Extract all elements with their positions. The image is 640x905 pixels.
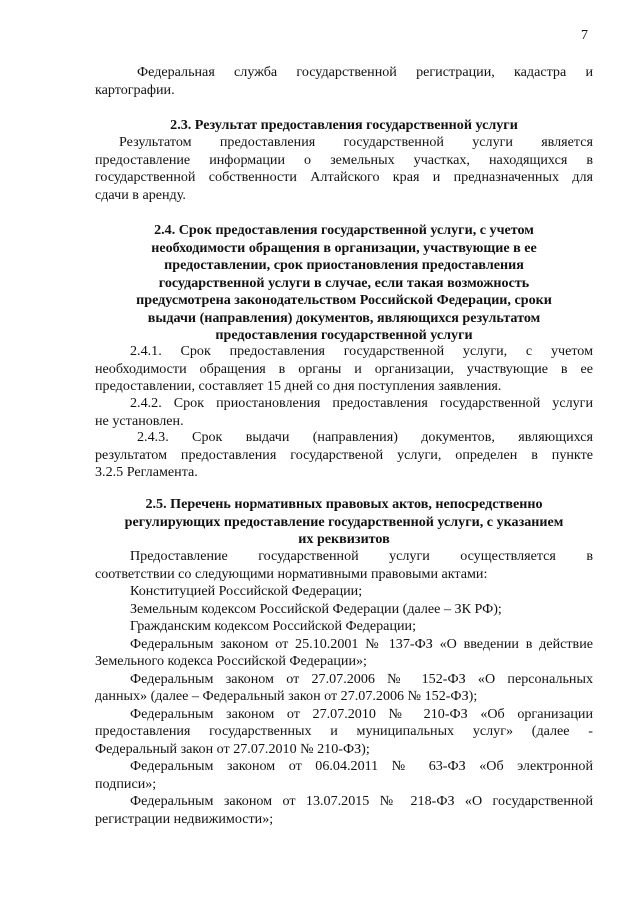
text-line: необходимости обращения в органы и организации, участвующие в ее bbox=[95, 360, 593, 377]
text-line: предоставлении, составляет 15 дней со дня поступления заявления. bbox=[95, 378, 502, 394]
paragraph-2-4-1 bbox=[95, 343, 593, 396]
text-line: 3.2.5 Регламента. bbox=[95, 464, 198, 480]
paragraph-2-4-3 bbox=[95, 429, 593, 482]
text-line: Федеральным законом от 27.07.2010 № 210-ФЗ «Об организации bbox=[130, 705, 593, 722]
text-line: Гражданским кодексом Российской Федерации; bbox=[130, 618, 416, 634]
text-line: Результатом предоставления государственной услуги является bbox=[119, 134, 593, 150]
text-line: картографии. bbox=[95, 81, 175, 98]
section-2-3-heading: 2.3. Результат предоставления государственной услуги bbox=[170, 117, 518, 133]
text-line: Земельного кодекса Российской Федерации»; bbox=[95, 653, 367, 669]
heading-line: предоставлении, срок приостановления предоставления bbox=[164, 257, 524, 273]
text-line: 2.4.2. Срок приостановления предоставления государственной услуги bbox=[130, 395, 593, 411]
section-2-5-heading bbox=[95, 496, 593, 549]
text-line: предоставление информации о земельных участках, находящихся в bbox=[95, 151, 593, 168]
heading-line: 2.4. Срок предоставления государственной услуги, с учетом bbox=[154, 222, 534, 238]
heading-line: 2.5. Перечень нормативных правовых актов, непосредственно bbox=[145, 496, 543, 512]
page-number: 7 bbox=[581, 28, 588, 43]
text-line: подписи»; bbox=[95, 775, 157, 792]
text-line: Федеральная служба государственной регистрации, кадастра и bbox=[137, 64, 593, 80]
text-line: сдачи в аренду. bbox=[95, 186, 186, 203]
text-line: Предоставление государственной услуги осуществляется в bbox=[130, 548, 593, 564]
heading-line: государственной услуги в случае, если такая возможность bbox=[158, 274, 530, 291]
text-line: Федеральным законом от 06.04.2011 № 63-ФЗ «Об электронной bbox=[130, 758, 593, 774]
text-line: 2.4.1. Срок предоставления государственной услуги, с учетом bbox=[130, 343, 593, 359]
text-line: 2.4.3. Срок выдачи (направления) документов, являющихся bbox=[137, 429, 593, 445]
intro-paragraph bbox=[95, 64, 593, 99]
heading-line: предоставления государственной услуги bbox=[215, 327, 473, 343]
heading-line: их реквизитов bbox=[298, 531, 390, 547]
text-line: Федеральным законом от 13.07.2015 № 218-ФЗ «О государственной bbox=[130, 793, 593, 809]
paragraph-2-4-2 bbox=[95, 395, 593, 430]
heading-line: регулирующих предоставление государственной услуги, с указанием bbox=[124, 513, 564, 530]
text-line: государственной собственности Алтайского края и предназначенных для bbox=[95, 169, 593, 185]
text-line: Федеральный закон от 27.07.2010 № 210-ФЗ); bbox=[95, 740, 370, 757]
text-line: предоставления государственных и муниципальных услуг» (далее - bbox=[95, 723, 593, 739]
heading-line: необходимости обращения в организации, участвующие в ее bbox=[151, 239, 537, 256]
text-line: соответствии со следующими нормативными правовыми актами: bbox=[95, 565, 488, 582]
section-2-4-heading bbox=[95, 222, 593, 345]
text-line: Земельным кодексом Российской Федерации (далее – ЗК РФ); bbox=[130, 600, 502, 617]
text-line: данных» (далее – Федеральный закон от 27.07.2006 № 152-ФЗ); bbox=[95, 688, 478, 704]
text-line: регистрации недвижимости»; bbox=[95, 810, 274, 827]
text-line: Федеральным законом от 27.07.2006 № 152-ФЗ «О персональных bbox=[130, 670, 593, 687]
heading-line: предусмотрена законодательством Российской Федерации, сроки bbox=[136, 292, 552, 308]
section-2-3-body bbox=[95, 134, 593, 204]
text-line: Конституцией Российской Федерации; bbox=[130, 583, 363, 599]
section-2-5-body bbox=[95, 548, 593, 828]
text-line: Федеральным законом от 25.10.2001 № 137-ФЗ «О введении в действие bbox=[130, 635, 593, 652]
text-line: не установлен. bbox=[95, 412, 184, 429]
heading-line: выдачи (направления) документов, являющихся результатом bbox=[147, 309, 541, 326]
text-line: результатом предоставления государственой услуги, определен в пункте bbox=[95, 446, 593, 463]
